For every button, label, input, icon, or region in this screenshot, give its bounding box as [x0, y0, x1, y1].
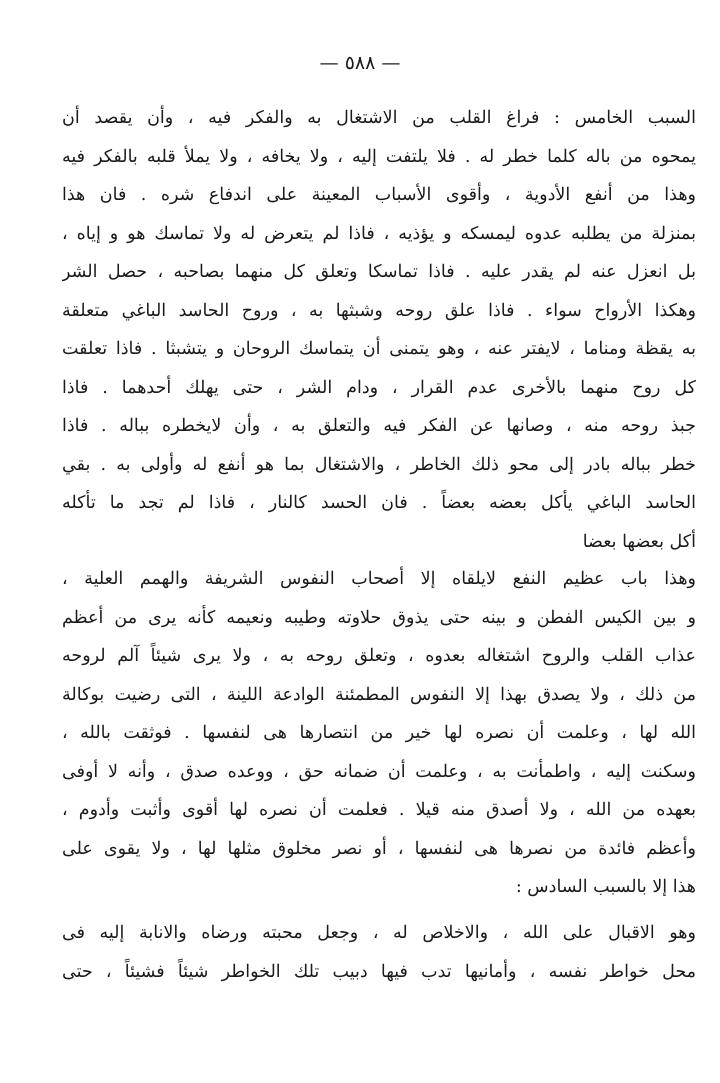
- text-line: عذاب القلب والروح اشتغاله بعدوه ، وتعلق روحه به ، ولا يرى شيئاً آلم لروحه: [62, 646, 696, 666]
- text-line: وأعظم فائدة من نصرها هى لنفسها ، أو نصر مخلوق مثلها لها ، ولا يقوى على: [62, 838, 696, 859]
- text-line: وهذا باب عظيم النفع لايلقاه إلا أصحاب النفوس الشريفة والهمم العلية ،: [62, 569, 696, 589]
- paragraph-sixth-cause: [62, 914, 696, 991]
- page-number: — ٥٨٨ —: [319, 52, 401, 74]
- text-line: محل خواطر نفسه ، وأمانيها تدب فيها دبيب تلك الخواطر شيئاً فشيئاً ، حتى: [62, 961, 696, 982]
- text-line: الله لها ، وعلمت أن نصره لها خير من انتصارها هى لنفسها . فوثقت بالله ،: [62, 723, 696, 743]
- text-line: جبذ روحه منه ، وصانها عن الفكر فيه والتعلق به ، وأن لايخطره بباله . فاذا: [62, 416, 696, 436]
- text-line: يمحوه من باله كلما خطر له . فلا يلتفت إليه ، ولا يخافه ، ولا يملأ قلبه بالفكر فيه: [62, 146, 696, 167]
- text-line: وهو الاقبال على الله ، والاخلاص له ، وجعل محبته ورضاه والانابة إليه فى: [62, 923, 696, 943]
- text-line: بمنزلة من يطلبه عدوه ليمسكه و يؤذيه ، فاذا لم يتعرض له ولا تماسك هو و إياه ،: [62, 223, 696, 244]
- text-line: وهذا من أنفع الأدوية ، وأقوى الأسباب المعينة على اندفاع شره . فان هذا: [62, 185, 696, 205]
- text-line: السبب الخامس : فراغ القلب من الاشتغال به والفكر فيه ، وأن يقصد أن: [62, 108, 696, 128]
- text-line: من ذلك ، ولا يصدق بهذا إلا النفوس المطمئنة الوادعة اللينة ، التى رضيت بوكالة: [62, 684, 696, 705]
- text-line: بعهده من الله ، ولا أصدق منه قيلا . فعلمت أن نصره لها أقوى وأثبت وأدوم ،: [62, 800, 696, 820]
- paragraph-fifth-cause: [62, 99, 696, 561]
- text-line: و بين الكيس الفطن و بينه حتى يذوق حلاوته وطيبه ونعيمه كأنه يرى من أعظم: [62, 607, 696, 628]
- text-line: وسكنت إليه ، واطمأنت به ، وعلمت أن ضمانه حق ، ووعده صدق ، وأنه لا أوفى: [62, 761, 696, 782]
- text-line: خطر بباله بادر إلى محو ذلك الخاطر ، والاشتغال بما هو أنفع له وأولى به . بقي: [62, 454, 696, 475]
- text-line: وهكذا الأرواح سواء . فاذا علق روحه وشبثها به ، وروح الحاسد الباغي متعلقة: [62, 300, 696, 321]
- text-line: أكل بعضها بعضا: [582, 531, 696, 552]
- text-line: كل روح منهما بالأخرى عدم القرار ، ودام الشر ، حتى يهلك أحدهما . فاذا: [62, 377, 696, 398]
- text-line: به يقظة ومناما ، لايفتر عنه ، وهو يتمنى أن يتماسك الروحان و يتشبثا . فاذا تعلقت: [62, 339, 696, 359]
- paragraph-great-benefit: [62, 560, 696, 907]
- text-line: الحاسد الباغي يأكل بعضه بعضاً . فان الحسد كالنار ، فاذا لم تجد ما تأكله: [62, 493, 696, 513]
- text-line: بل انعزل عنه لم يقدر عليه . فاذا تماسكا وتعلق كل منهما بصاحبه ، حصل الشر: [62, 262, 696, 282]
- text-line: هذا إلا بالسبب السادس :: [515, 877, 696, 897]
